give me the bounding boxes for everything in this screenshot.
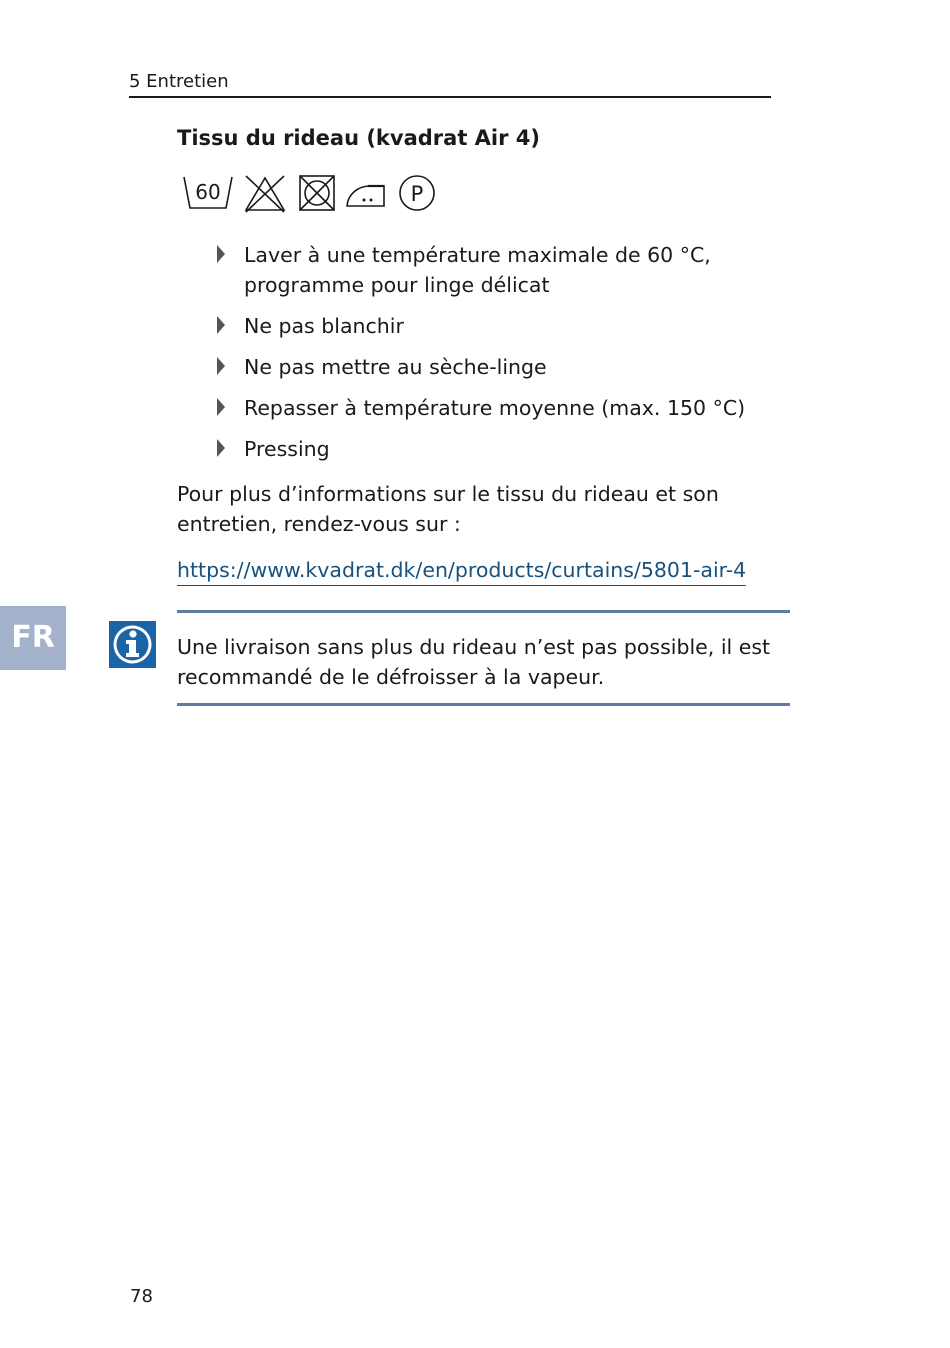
wash-60-icon	[182, 172, 234, 214]
language-tab-label: FR	[11, 620, 55, 655]
dry-clean-label: P	[410, 182, 424, 206]
section-title: Tissu du rideau (kvadrat Air 4)	[177, 126, 540, 150]
list-item	[214, 393, 774, 423]
list-item-text: Pressing	[244, 437, 330, 461]
list-item	[214, 311, 774, 341]
info-note	[177, 610, 790, 706]
note-text: Une livraison sans plus du rideau n’est pas possible, il est recommandé de le défroisser à la vapeur.	[177, 635, 771, 689]
list-item	[214, 240, 774, 300]
more-info-text: Pour plus d’informations sur le tissu du rideau et son entretien, rendez-vous sur :	[177, 482, 719, 536]
professional-dry-clean-icon	[396, 172, 438, 214]
care-instructions-list	[214, 240, 774, 475]
triangle-right-icon	[216, 315, 226, 335]
iron-medium-icon	[344, 172, 388, 214]
no-bleach-icon	[242, 172, 288, 214]
triangle-right-icon	[216, 356, 226, 376]
list-item-text: Laver à une température maximale de 60 °C, programme pour linge délicat	[244, 243, 711, 297]
triangle-right-icon	[216, 244, 226, 264]
language-tab	[0, 606, 66, 670]
triangle-right-icon	[216, 397, 226, 417]
list-item-text: Repasser à température moyenne (max. 150 °C)	[244, 396, 746, 420]
triangle-right-icon	[216, 438, 226, 458]
list-item-text: Ne pas mettre au sèche-linge	[244, 355, 547, 379]
list-item	[214, 352, 774, 382]
kvadrat-product-link[interactable]: https://www.kvadrat.dk/en/products/curtains/5801-air-4	[177, 555, 746, 586]
chapter-title: 5 Entretien	[129, 71, 229, 92]
list-item-text: Ne pas blanchir	[244, 314, 404, 338]
care-symbols	[180, 172, 450, 216]
no-tumble-dry-icon	[296, 172, 338, 214]
info-icon	[109, 621, 156, 668]
page-header	[129, 68, 771, 98]
wash-temperature-label: 60	[195, 180, 221, 204]
page-number: 78	[130, 1286, 153, 1307]
list-item	[214, 434, 774, 464]
